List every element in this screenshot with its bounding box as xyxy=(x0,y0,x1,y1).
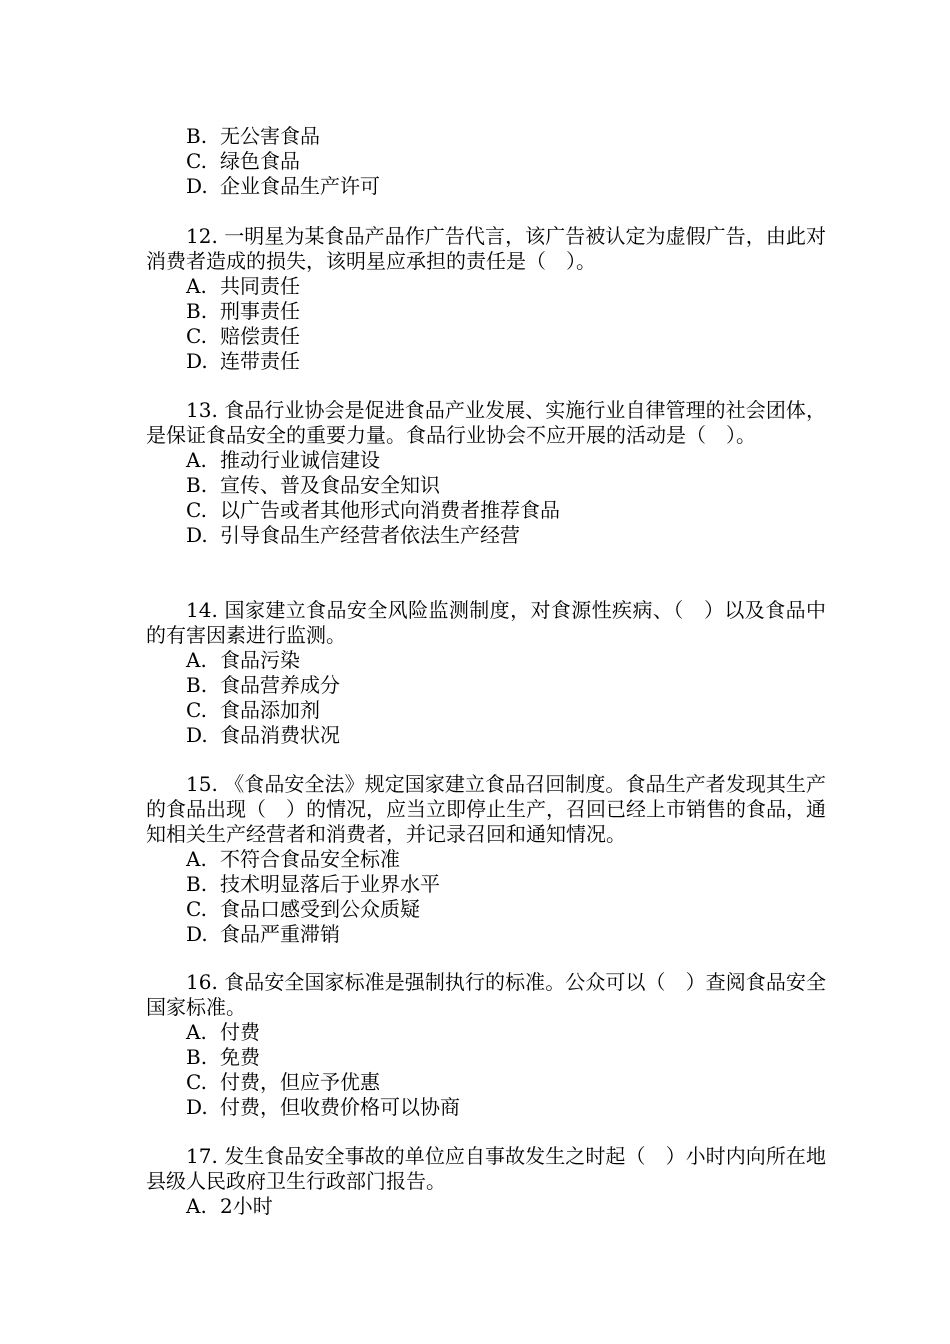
option-d: D. 企业食品生产许可 xyxy=(186,174,380,198)
option-d: D. 食品严重滞销 xyxy=(186,922,340,946)
question-stem: 15. 《食品安全法》规定国家建立食品召回制度。食品生产者发现其生产的食品出现（ ）的情况，应当立即停止生产，召回已经上市销售的食品，通知相关生产经营者和消费者，并记录召回和通知情况。 xyxy=(146,772,826,846)
option-c: C. 绿色食品 xyxy=(186,149,300,173)
question-11-continued-options xyxy=(146,124,826,199)
option-b: B. 食品营养成分 xyxy=(186,673,340,697)
question-stem: 12. 一明星为某食品产品作广告代言，该广告被认定为虚假广告，由此对消费者造成的损失，该明星应承担的责任是（ ）。 xyxy=(146,224,826,273)
option-b: B. 免费 xyxy=(186,1045,260,1069)
option-c: C. 赔偿责任 xyxy=(186,324,300,348)
question-13 xyxy=(146,398,826,548)
option-a: A. 付费 xyxy=(186,1020,260,1044)
option-b: B. 技术明显落后于业界水平 xyxy=(186,872,440,896)
option-a: A. 2小时 xyxy=(186,1194,273,1218)
question-15 xyxy=(146,772,826,947)
question-stem: 16. 食品安全国家标准是强制执行的标准。公众可以（ ）查阅食品安全国家标准。 xyxy=(146,970,826,1019)
option-d: D. 连带责任 xyxy=(186,349,300,373)
option-a: A. 食品污染 xyxy=(186,648,300,672)
option-c: C. 食品添加剂 xyxy=(186,698,320,722)
option-b: B. 刑事责任 xyxy=(186,299,300,323)
option-d: D. 食品消费状况 xyxy=(186,723,340,747)
option-a: A. 不符合食品安全标准 xyxy=(186,847,400,871)
question-17 xyxy=(146,1144,826,1219)
question-stem: 17. 发生食品安全事故的单位应自事故发生之时起（ ）小时内向所在地县级人民政府卫生行政部门报告。 xyxy=(146,1144,826,1193)
question-stem: 13. 食品行业协会是促进食品产业发展、实施行业自律管理的社会团体，是保证食品安全的重要力量。食品行业协会不应开展的活动是（ ）。 xyxy=(146,398,826,447)
option-c: C. 付费，但应予优惠 xyxy=(186,1070,380,1094)
option-c: C. 以广告或者其他形式向消费者推荐食品 xyxy=(186,498,560,522)
option-d: D. 引导食品生产经营者依法生产经营 xyxy=(186,523,520,547)
option-a: A. 共同责任 xyxy=(186,274,300,298)
question-12 xyxy=(146,224,826,374)
option-c: C. 食品口感受到公众质疑 xyxy=(186,897,420,921)
question-stem: 14. 国家建立食品安全风险监测制度，对食源性疾病、（ ）以及食品中的有害因素进行监测。 xyxy=(146,598,826,647)
option-d: D. 付费，但收费价格可以协商 xyxy=(186,1095,460,1119)
question-16 xyxy=(146,970,826,1120)
question-14 xyxy=(146,598,826,748)
option-b: B. 宣传、普及食品安全知识 xyxy=(186,473,440,497)
option-b: B. 无公害食品 xyxy=(186,124,320,148)
option-a: A. 推动行业诚信建设 xyxy=(186,448,380,472)
